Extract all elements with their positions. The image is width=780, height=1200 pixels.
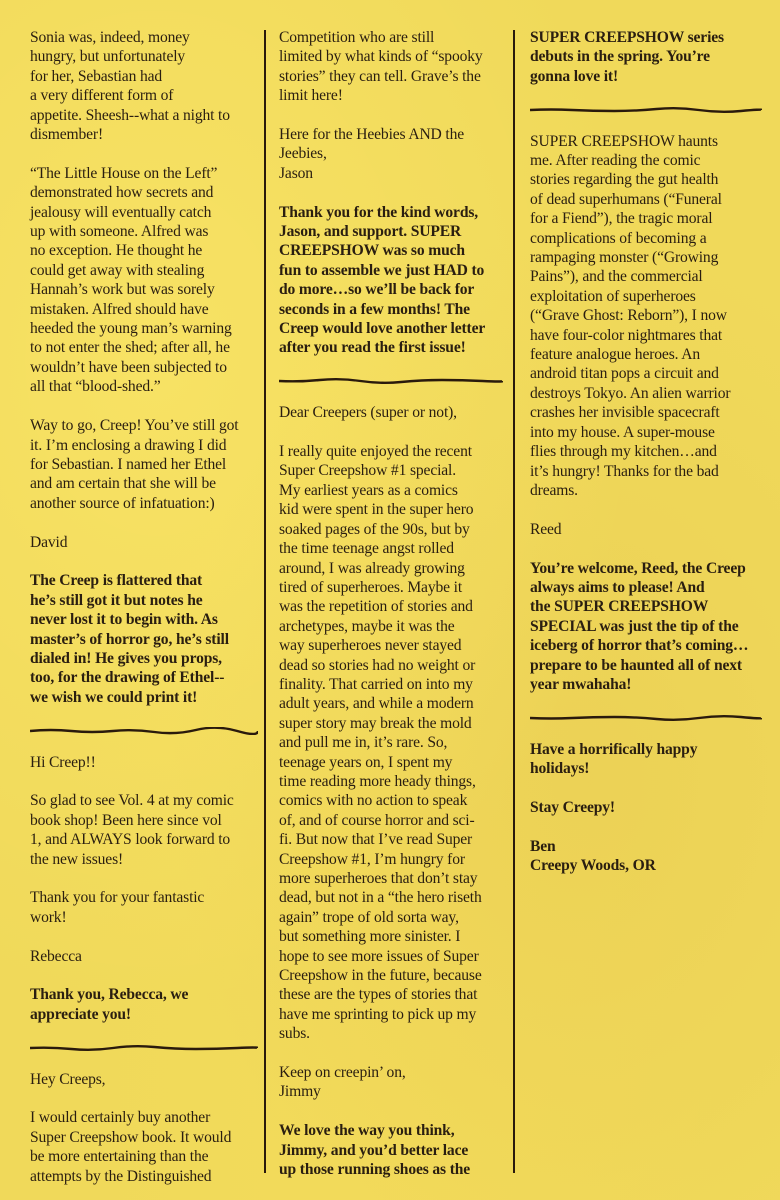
letter-paragraph: Competition who are still limited by what kinds of “spooky stories” they can tell. Grave’s the limit here! xyxy=(279,29,483,105)
letter-paragraph: Thank you for your fantastic work! xyxy=(30,889,205,926)
letter-paragraph: I would certainly buy another Super Creepshow book. It would be more entertaining than the attempts by the Distinguished xyxy=(30,1109,232,1185)
letter-paragraph: So glad to see Vol. 4 at my comic book shop! Been here since vol 1, and ALWAYS look forward to the new issues! xyxy=(30,792,234,868)
letter-paragraph: Sonia was, indeed, money hungry, but unfortunately for her, Sebastian had a very different form of appetite. Sheesh--what a night to dismember! xyxy=(30,29,230,144)
letter-paragraph: Way to go, Creep! You’ve still got it. I’m enclosing a drawing I did for Sebastian. I named her Ethel and am certain that she will be another source of infatuation:) xyxy=(30,417,239,512)
letter-signature: Ben Creepy Woods, OR xyxy=(530,837,656,875)
letter-greeting: Hi Creep!! xyxy=(30,753,96,771)
closing-wish: Have a horrifically happy holidays! xyxy=(530,740,698,778)
letter-paragraph: I really quite enjoyed the recent Super Creepshow #1 special. My earliest years as a comics kid were spent in the super hero soaked pages of the 90s, but by the time teenage angst rolled around, I was already growing tired of superheroes. Maybe it was the repetition of stories and archetypes, maybe it was the way superheroes never stayed dead so stories had no weight or finality. That carried on into my adult years, and while a modern super story may break the mold and pull me in, it’s rare. So, teenage years on, I spent my time reading more heady things, comics with no action to speak of, and of course horror and sci- fi. But now that I’ve read Super Creepshow #1, I’m hungry for more superheroes that don’t stay dead, but not in a “the hero riseth again” trope of old sorta way, but something more sinister. I hope to see more issues of Super Creepshow in the future, because these are the types of stories that have me sprinting to pick up my subs. xyxy=(279,443,482,1043)
letter-paragraph: “The Little House on the Left” demonstrated how secrets and jealousy will eventually catch up with someone. Alfred was no exception. He thought he could get away with stealing Hannah’s work but was sorely mistaken. Alfred should have heeded the young man’s warning to not enter the shed; after all, he wouldn’t have been subjected to all that “blood-shed.” xyxy=(30,164,232,396)
column-3 xyxy=(530,28,762,895)
letter-closing: Here for the Heebies AND the Jeebies, Jason xyxy=(279,126,465,182)
wavy-divider xyxy=(530,106,762,114)
editor-reply: Thank you, Rebecca, we appreciate you! xyxy=(30,986,189,1023)
letter-closing: Keep on creepin’ on, Jimmy xyxy=(279,1064,406,1101)
letter-greeting: Dear Creepers (super or not), xyxy=(279,404,457,422)
column-rule-left xyxy=(264,30,266,1173)
column-2 xyxy=(279,28,503,1179)
wavy-divider xyxy=(279,377,503,385)
closing-wish: Stay Creepy! xyxy=(530,798,615,816)
editor-reply: The Creep is flattered that he’s still got it but notes he never lost it to begin with. As master’s of horror go, he’s still dialed in! He gives you props, too, for the drawing of Ethel-- we wish we could print it! xyxy=(30,572,229,706)
column-1 xyxy=(30,28,258,1186)
editor-reply: We love the way you think, Jimmy, and you’d better lace up those running shoes as the xyxy=(279,1122,471,1179)
wavy-divider xyxy=(530,714,762,722)
letter-paragraph: SUPER CREEPSHOW haunts me. After reading the comic stories regarding the gut health of dead superhumans (“Funeral for a Fiend”), the tragic moral complications of becoming a rampaging monster (“Growing Pains”), and the commercial exploitation of superheroes (“Grave Ghost: Reborn”), I now have four-color nightmares that feature analogue heroes. An android titan pops a circuit and destroys Tokyo. An alien warrior crashes her invisible spacecraft into my house. A super-mouse flies through my kitchen…and it’s hungry! Thanks for the bad dreams. xyxy=(530,132,731,499)
editor-reply: SUPER CREEPSHOW series debuts in the spring. You’re gonna love it! xyxy=(530,29,724,85)
editor-reply: You’re welcome, Reed, the Creep always aims to please! And the SUPER CREEPSHOW SPECIAL was just the tip of the iceberg of horror that’s coming… prepare to be haunted all of next year mwahaha! xyxy=(530,559,749,693)
letter-signature: Rebecca xyxy=(30,947,82,965)
wavy-divider xyxy=(30,1044,258,1052)
wavy-divider xyxy=(30,727,258,735)
letter-signature: David xyxy=(30,533,68,551)
editor-reply: Thank you for the kind words, Jason, and support. SUPER CREEPSHOW was so much fun to assemble we just HAD to do more…so we’ll be back for seconds in a few months! The Creep would love another letter after you read the first issue! xyxy=(279,203,486,357)
letter-signature: Reed xyxy=(530,520,562,538)
letter-greeting: Hey Creeps, xyxy=(30,1070,106,1088)
column-rule-right xyxy=(513,30,515,1173)
